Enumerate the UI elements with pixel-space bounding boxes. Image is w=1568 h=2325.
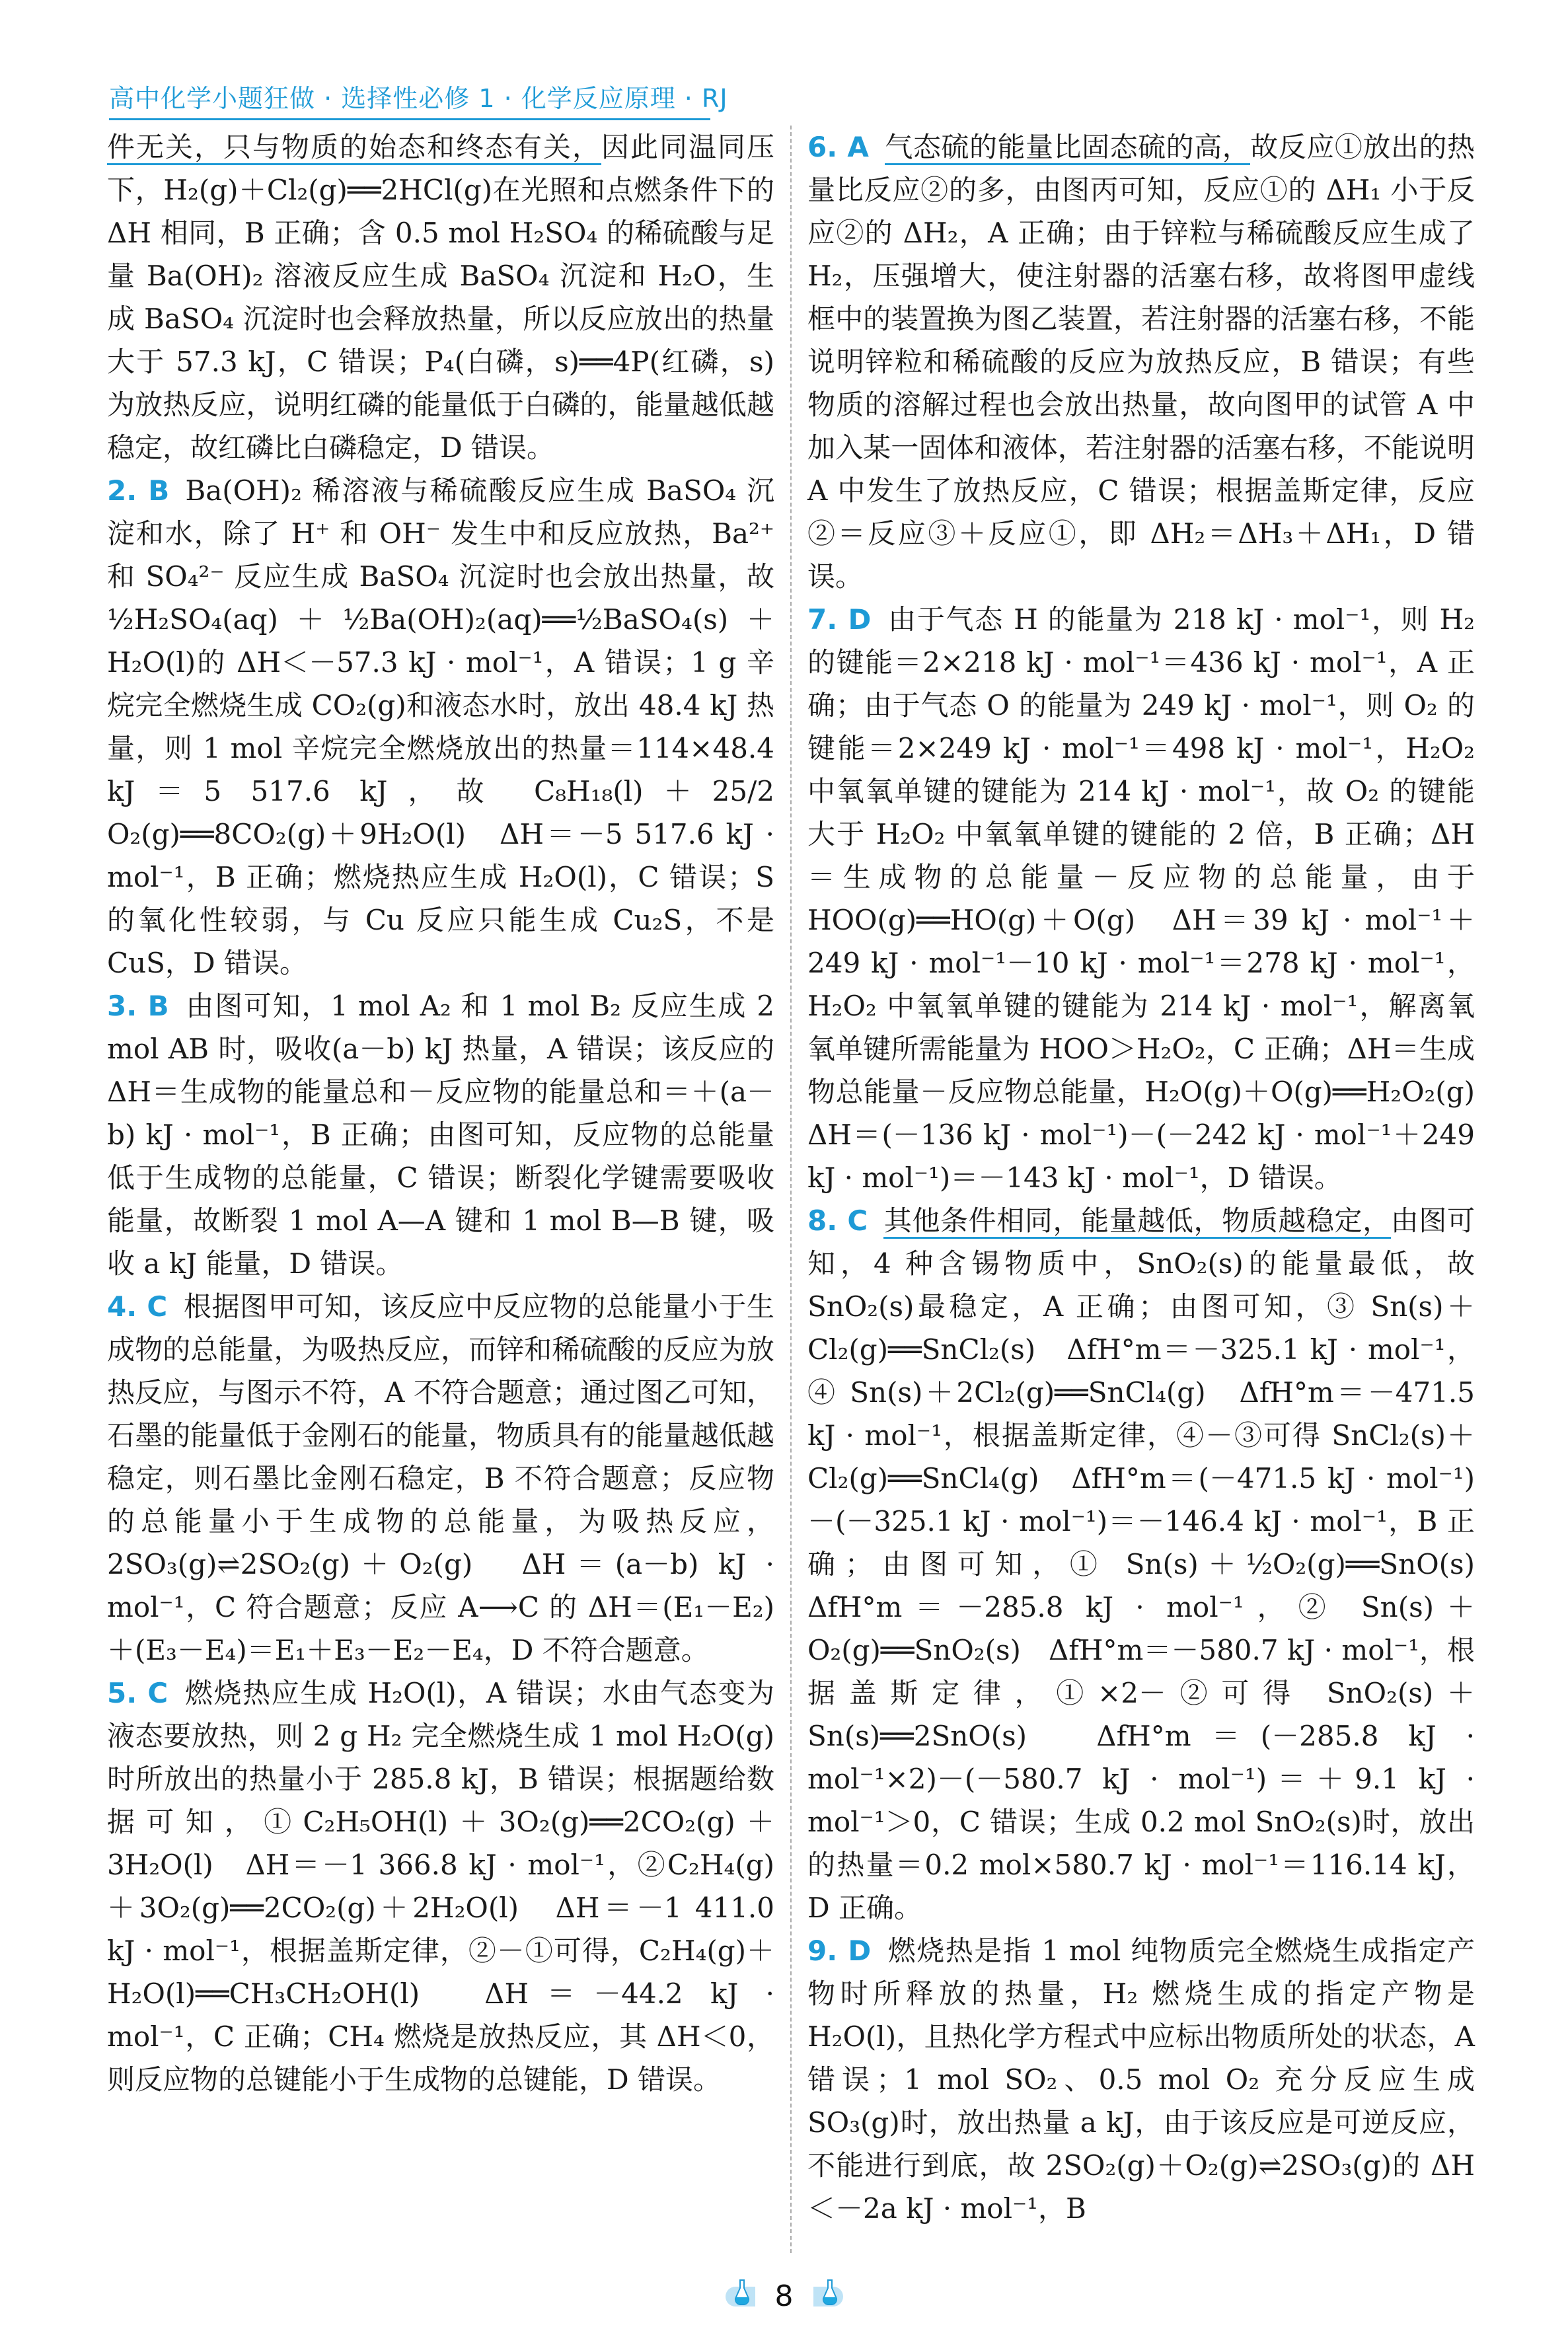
left-column — [107, 126, 774, 2101]
right-column — [807, 126, 1503, 2230]
answer-8 — [807, 1199, 1503, 1929]
answer-4 — [107, 1285, 774, 1672]
answer-text: 燃烧热是指 1 mol 纯物质完全燃烧生成指定产物时所释放的热量，H₂ 燃烧生成的指定产物是 H₂O(l)，且热化学方程式中应标出物质所处的状态，A 错误；1 mol SO₂、0.5 mol O₂ 充分反应生成 SO₃(g)时，放出热量 a kJ，由于该反应是可逆反应，不能进行到底，故 2SO₂(g)＋O₂(g)⇌2SO₃(g)的 ΔH＜－2a kJ · mol⁻¹，B — [807, 1935, 1475, 2225]
answer-label: 8. C — [807, 1204, 868, 1237]
answer-label: 6. A — [807, 131, 869, 163]
answer-text: 因此同温同压下，H₂(g)＋Cl₂(g)══2HCl(g)在光照和点燃条件下的ΔH 相同，B 正确；含 0.5 mol H₂SO₄ 的稀硫酸与足量 Ba(OH)₂ 溶液反应生成 BaSO₄ 沉淀和 H₂O，生成 BaSO₄ 沉淀时也会释放热量，所以反应放出的热量大于 57.3 kJ，C 错误；P₄(白磷，s)══4P(红磷，s)为放热反应，说明红磷的能量低于白磷的，能量越低越稳定，故红磷比白磷稳定，D 错误。 — [107, 131, 774, 464]
answer-text: 故反应①放出的热量比反应②的多，由图丙可知，反应①的 ΔH₁ 小于反应②的 ΔH₂，A 正确；由于锌粒与稀硫酸反应生成了 H₂，压强增大，使注射器的活塞右移，故将图甲虚线框中的装置换为图乙装置，若注射器的活塞右移，不能说明锌粒和稀硫酸的反应为放热反应，B 错误；有些物质的溶解过程也会放出热量，故向图甲的试管 A 中加入某一固体和液体，若注射器的活塞右移，不能说明 A 中发生了放热反应，C 错误；根据盖斯定律，反应②＝反应③＋反应①，即 ΔH₂＝ΔH₃＋ΔH₁，D 错误。 — [807, 131, 1475, 593]
answer-label: 5. C — [107, 1677, 168, 1709]
answer-text: 由图可知，4 种含锡物质中，SnO₂(s)的能量最低，故 SnO₂(s)最稳定，A 正确；由图可知，③ Sn(s)＋Cl₂(g)══SnCl₂(s) ΔfH°m＝－325.1 kJ · mol⁻¹，④ Sn(s)＋2Cl₂(g)══SnCl₄(g) ΔfH°m＝－471.5 kJ · mol⁻¹，根据盖斯定律，④－③可得 SnCl₂(s)＋Cl₂(g)══SnCl₄(g) ΔfH°m＝(－471.5 kJ · mol⁻¹)－(－325.1 kJ · mol⁻¹)＝－146.4 kJ · mol⁻¹，B 正确；由图可知，① Sn(s)＋½O₂(g)══SnO(s) ΔfH°m＝－285.8 kJ · mol⁻¹，② Sn(s)＋O₂(g)══SnO₂(s) ΔfH°m＝－580.7 kJ · mol⁻¹，根据盖斯定律，①×2－②可得 SnO₂(s)＋Sn(s)══2SnO(s) ΔfH°m＝(－285.8 kJ · mol⁻¹×2)－(－580.7 kJ · mol⁻¹)＝＋9.1 kJ · mol⁻¹＞0，C 错误；生成 0.2 mol SnO₂(s)时，放出的热量＝0.2 mol×580.7 kJ · mol⁻¹＝116.14 kJ，D 正确。 — [807, 1204, 1503, 1924]
answer-3 — [107, 984, 774, 1285]
page-footer — [0, 2279, 1568, 2313]
answer-5 — [107, 1672, 774, 2101]
answer-1-continued — [107, 126, 774, 469]
underlined-text: 其他条件相同，能量越低，物质越稳定， — [883, 1204, 1391, 1239]
flask-icon — [726, 2287, 755, 2307]
answer-7 — [807, 598, 1503, 1199]
page-number: 8 — [774, 2279, 794, 2313]
answer-label: 4. C — [107, 1290, 168, 1323]
underlined-text: 气态硫的能量比固态硫的高， — [885, 131, 1250, 165]
answer-label: 7. D — [807, 603, 872, 636]
underlined-text: 件无关，只与物质的始态和终态有关， — [107, 131, 601, 165]
answer-text: 根据图甲可知，该反应中反应物的总能量小于生成物的总能量，为吸热反应，而锌和稀硫酸的反应为放热反应，与图示不符，A 不符合题意；通过图乙可知，石墨的能量低于金刚石的能量，物质具有的能量越低越稳定，则石墨比金刚石稳定，B 不符合题意；反应物的总能量小于生成物的总能量，为吸热反应，2SO₃(g)⇌2SO₂(g)＋O₂(g) ΔH＝(a－b) kJ · mol⁻¹，C 符合题意；反应 A⟶C 的 ΔH＝(E₁－E₂)＋(E₃－E₄)＝E₁＋E₃－E₂－E₄，D 不符合题意。 — [107, 1290, 774, 1666]
answer-label: 2. B — [107, 474, 170, 507]
answer-text: 由图可知，1 mol A₂ 和 1 mol B₂ 反应生成 2 mol AB 时，吸收(a－b) kJ 热量，A 错误；该反应的 ΔH＝生成物的能量总和－反应物的能量总和＝＋(a－b) kJ · mol⁻¹，B 正确；由图可知，反应物的总能量低于生成物的总能量，C 错误；断裂化学键需要吸收能量，故断裂 1 mol A—A 键和 1 mol B—B 键，吸收 a kJ 能量，D 错误。 — [107, 990, 774, 1280]
answer-text: Ba(OH)₂ 稀溶液与稀硫酸反应生成 BaSO₄ 沉淀和水，除了 H⁺ 和 OH⁻ 发生中和反应放热，Ba²⁺ 和 SO₄²⁻ 反应生成 BaSO₄ 沉淀时也会放出热量，故 ½H₂SO₄(aq)＋½Ba(OH)₂(aq)══½BaSO₄(s)＋H₂O(l)的 ΔH＜－57.3 kJ · mol⁻¹，A 错误；1 g 辛烷完全燃烧生成 CO₂(g)和液态水时，放出 48.4 kJ 热量，则 1 mol 辛烷完全燃烧放出的热量＝114×48.4 kJ＝5 517.6 kJ，故 C₈H₁₈(l)＋25/2 O₂(g)══8CO₂(g)＋9H₂O(l) ΔH＝－5 517.6 kJ · mol⁻¹，B 正确；燃烧热应生成 H₂O(l)，C 错误；S 的氧化性较弱，与 Cu 反应只能生成 Cu₂S，不是 CuS，D 错误。 — [107, 474, 774, 979]
answer-label: 9. D — [807, 1935, 872, 1967]
flask-icon — [813, 2287, 843, 2307]
answer-text: 燃烧热应生成 H₂O(l)，A 错误；水由气态变为液态要放热，则 2 g H₂ 完全燃烧生成 1 mol H₂O(g)时所放出的热量小于 285.8 kJ，B 错误；根据题给数据可知，①C₂H₅OH(l)＋3O₂(g)══2CO₂(g)＋3H₂O(l) ΔH＝－1 366.8 kJ · mol⁻¹，②C₂H₄(g)＋3O₂(g)══2CO₂(g)＋2H₂O(l) ΔH＝－1 411.0 kJ · mol⁻¹，根据盖斯定律，②－①可得，C₂H₄(g)＋H₂O(l)══CH₃CH₂OH(l) ΔH＝－44.2 kJ · mol⁻¹，C 正确；CH₄ 燃烧是放热反应，其 ΔH＜0，则反应物的总键能小于生成物的总键能，D 错误。 — [107, 1677, 775, 2096]
column-divider — [790, 126, 792, 2253]
running-header: 高中化学小题狂做 · 选择性必修 1 · 化学反应原理 · RJ — [109, 78, 710, 120]
answer-text: 由于气态 H 的能量为 218 kJ · mol⁻¹，则 H₂ 的键能＝2×218 kJ · mol⁻¹＝436 kJ · mol⁻¹，A 正确；由于气态 O 的能量为 249 kJ · mol⁻¹，则 O₂ 的键能＝2×249 kJ · mol⁻¹＝498 kJ · mol⁻¹，H₂O₂ 中氧氧单键的键能为 214 kJ · mol⁻¹，故 O₂ 的键能大于 H₂O₂ 中氧氧单键的键能的 2 倍，B 正确；ΔH＝生成物的总能量－反应物的总能量，由于 HOO(g)══HO(g)＋O(g) ΔH＝39 kJ · mol⁻¹＋249 kJ · mol⁻¹－10 kJ · mol⁻¹＝278 kJ · mol⁻¹，H₂O₂ 中氧氧单键的键能为 214 kJ · mol⁻¹，解离氧氧单键所需能量为 HOO＞H₂O₂，C 正确；ΔH＝生成物总能量－反应物总能量，H₂O(g)＋O(g)══H₂O₂(g) ΔH＝(－136 kJ · mol⁻¹)－(－242 kJ · mol⁻¹＋249 kJ · mol⁻¹)＝－143 kJ · mol⁻¹，D 错误。 — [807, 603, 1503, 1194]
answer-6 — [807, 126, 1475, 598]
answer-9 — [807, 1929, 1475, 2230]
answer-label: 3. B — [107, 990, 169, 1022]
answer-2 — [107, 469, 774, 984]
